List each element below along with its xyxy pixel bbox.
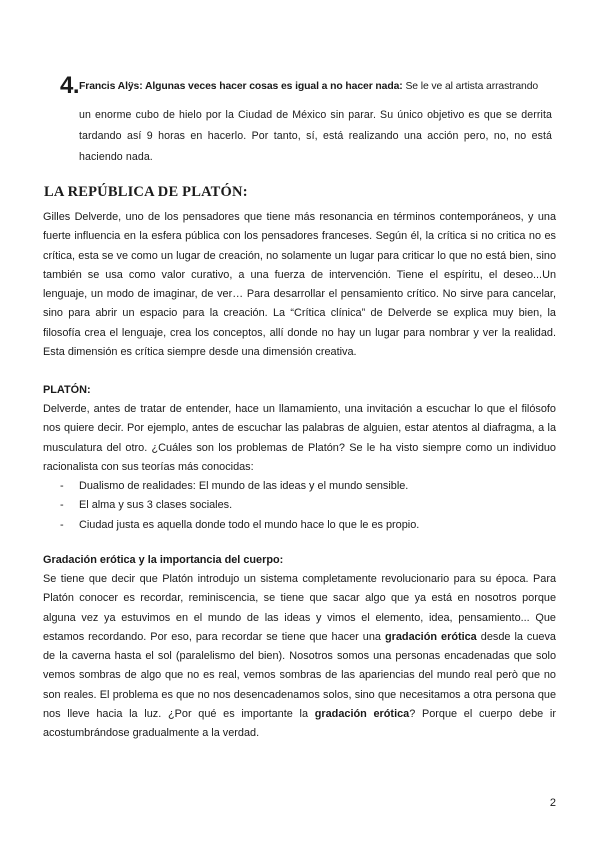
item-body: un enorme cubo de hielo por la Ciudad de México sin parar. Su único objetivo es que se derrita tardando así 9 horas en hacerlo. Por tanto, sí, está realizando una acción pero, no, no está haciendo nada. bbox=[79, 109, 552, 163]
text-part3: ? Porque el cuerpo debe ir acostumbrándose gradualmente a la verdad. bbox=[43, 708, 556, 740]
list-item bbox=[60, 477, 419, 496]
item-first-text: Se le ve al artista arrastrando bbox=[402, 81, 539, 92]
platon-title: PLATÓN: bbox=[43, 384, 91, 396]
paragraph-platon: Delverde, antes de tratar de entender, hace un llamamiento, una invitación a escuchar lo que el filósofo nos quiere decir. Por ejemplo, antes de escuchar las palabras de alguien, estar atentos al diafragma, a la musculatura del otro. ¿Cuáles son los problemas de Platón? Se le ha visto siempre como un individuo racionalista con sus teorías más conocidas: bbox=[43, 403, 556, 473]
bullet-dash: - bbox=[60, 518, 64, 531]
paragraph-gradacion bbox=[43, 570, 556, 744]
list-item bbox=[60, 516, 419, 535]
list-item bbox=[60, 496, 419, 515]
bullet-text: Ciudad justa es aquella donde todo el mundo hace lo que le es propio. bbox=[79, 518, 420, 531]
item-number: 4. bbox=[60, 72, 80, 99]
bullet-dash: - bbox=[60, 480, 64, 492]
bold-gradacion-2: gradación erótica bbox=[314, 708, 410, 721]
section-title: LA REPÚBLICA DE PLATÓN: bbox=[44, 184, 248, 200]
page-number: 2 bbox=[549, 797, 556, 809]
item-heading: Francis Alÿs: Algunas veces hacer cosas es igual a no hacer nada: bbox=[79, 81, 403, 92]
text-part2: desde la cueva de la caverna hasta el sol (paralelismo del bien). Nosotros somos una personas encadenadas que solo vemos sombras de algo que no es real, vemos sombras de las apariencias del mundo real però que no son reales. El problema es que no nos desencadenamos solos, sino que necesitamos a otra persona que nos lleve hacia la luz. ¿Por qué es importante la bbox=[43, 630, 556, 721]
bullet-dash: - bbox=[60, 499, 64, 512]
gradacion-title: Gradación erótica y la importancia del cuerpo: bbox=[43, 554, 284, 566]
text-part1: Se tiene que decir que Platón introdujo un sistema completamente revolucionario para su época. Para Platón conocer es recordar, reminiscencia, se tiene que sacar algo que ya está en nosotros porque alguna vez ya estuvimos en el mundo de las ideas y vimos el elemento, idea, pensamiento... Que estamos recordando. Por eso, para recordar se tiene que hacer una bbox=[43, 573, 556, 643]
bullet-text: Dualismo de realidades: El mundo de las ideas y el mundo sensible. bbox=[79, 480, 409, 492]
paragraph-delverde: Gilles Delverde, uno de los pensadores que tiene más resonancia en términos contemporáneos, y una fuerte influencia en la esfera pública con los pensadores franceses. Según él, la crítica si no critica no es crítica, esta se ve como un lugar de creación, no solamente un lugar para criticar lo que no está bien, sino también se usa como valor curativo, a una fuerza de intervención. Tiene el espíritu, el deseo...Un lenguaje, un modo de imaginar, de ver… Para desarrollar el pensamiento crítico. No sirve para cancelar, sino para abrir un espacio para la creación. La “Crítica clínica” de Delverde se explica muy bien, la filosofía crea el lenguaje, crea los conceptos, allí donde no hay un lugar para nombrar y ver la realidad. Esta dimensión es crítica siempre desde una dimensión creativa. bbox=[43, 211, 556, 359]
bullet-list bbox=[60, 477, 419, 535]
bold-gradacion-1: gradación erótica bbox=[384, 630, 477, 643]
item-first-line bbox=[79, 79, 554, 94]
bullet-text: El alma y sus 3 clases sociales. bbox=[79, 499, 233, 512]
